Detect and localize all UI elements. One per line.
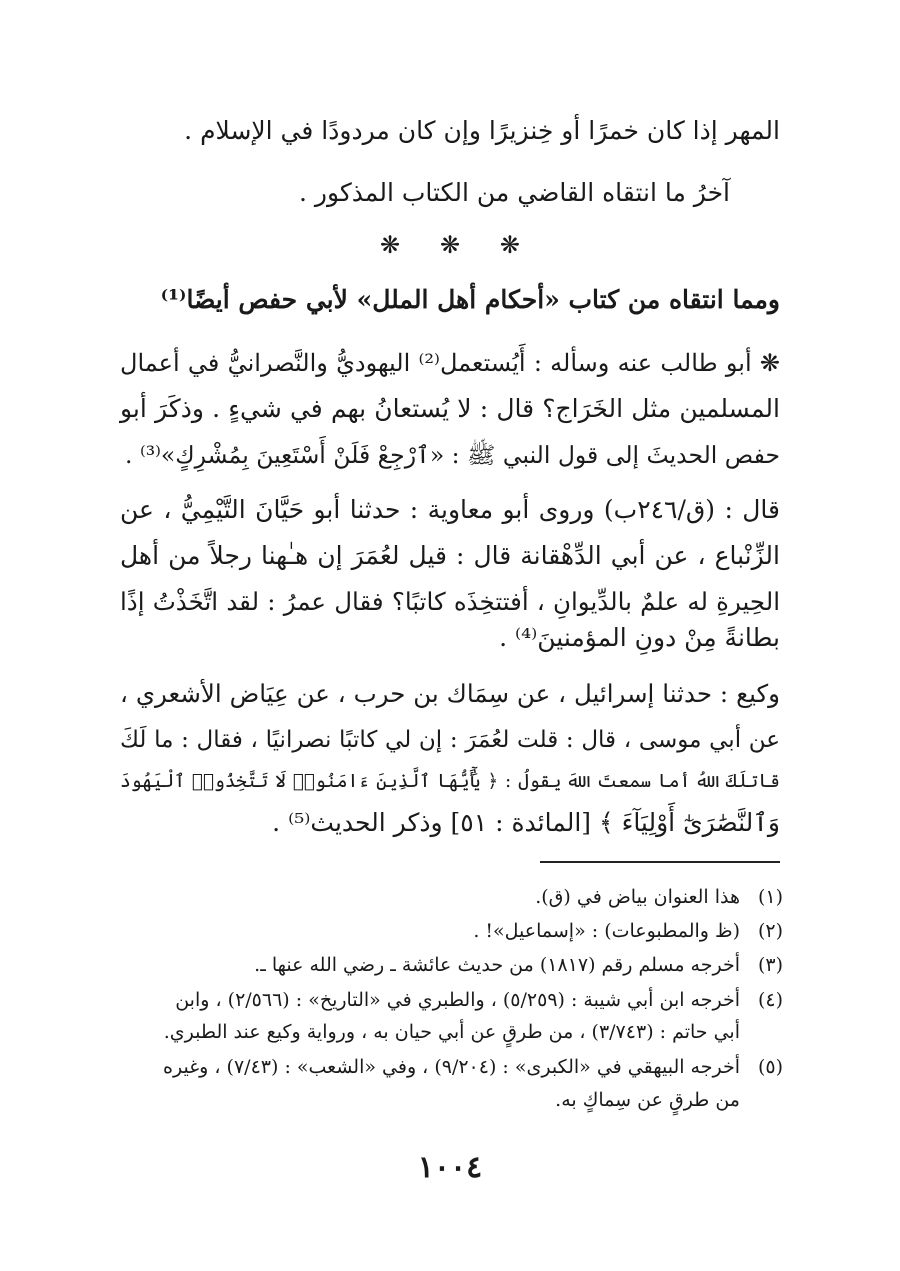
footnote-text: أخرجه مسلم رقم (١٨١٧) من حديث عائشة ـ رضي الله عنها ـ. <box>254 954 740 976</box>
star-ornament-icon: ❋ <box>380 231 401 259</box>
footnote-text: أخرجه ابن أبي شيبة : (٥/٢٥٩) ، والطبري في «التاريخ» : (٢/٥٦٦) ، وابن <box>175 989 740 1011</box>
page-number: ١٠٠٤ <box>417 1150 483 1185</box>
footnote-number: (٤) <box>757 989 783 1011</box>
text-line: قاتلَكَ اللهُ أما سمعتَ اللهَ يقولُ : ﴿ يَٰٓأَيُّهَا ٱلَّذِينَ ءَامَنُوا۟ لَا تَتَّخِذُوا۟ ٱلْيَهُودَ <box>120 771 780 792</box>
text-line: الزِّنْباع ، عن أبي الدِّهْقانة قال : قيل لعُمَرَ إن هـٰهنا رجلاً من أهل <box>120 541 780 570</box>
text-line: وكيع : حدثنا إسرائيل ، عن سِمَاك بن حرب ، عن عِيَاض الأشعري ، <box>120 679 780 708</box>
text-line: وَٱلنَّصَٰرَىٰٓ أَوْلِيَآءَ ﴾ [المائدة : ٥١] وذكر الحديث⁽⁵⁾ . <box>272 808 780 837</box>
text-line: حفص الحديثَ إلى قول النبي ﷺ : «ٱرْجِعْ فَلَنْ أَسْتَعِينَ بِمُشْرِكٍ»⁽³⁾ . <box>125 441 780 469</box>
footnote-separator <box>540 861 780 863</box>
text-line: ❋ أبو طالب عنه وسأله : أَيُستعمل⁽²⁾ اليهوديُّ والنَّصرانيُّ في أعمال <box>120 349 781 377</box>
text-line: بطانةً مِنْ دونِ المؤمنينَ⁽⁴⁾ . <box>499 623 780 652</box>
footnote-number: (٣) <box>757 954 783 976</box>
footnote-text: أبي حاتم : (٣/٧٤٣) ، من طرقٍ عن أبي حيان به ، ورواية وكيع عند الطبري. <box>163 1021 740 1043</box>
text-line-end-of-selection: آخرُ ما انتقاه القاضي من الكتاب المذكور . <box>299 178 730 207</box>
text-line-mahr: المهر إذا كان خمرًا أو خِنزيرًا وإن كان مردودًا في الإسلام . <box>184 116 780 145</box>
text-line: عن أبي موسى ، قال : قلت لعُمَرَ : إن لي كاتبًا نصرانيًا ، فقال : ما لَكَ <box>120 727 780 753</box>
footnote-text: هذا العنوان بياض في (ق). <box>535 886 740 908</box>
text-line: المسلمين مثل الخَرَاج؟ قال : لا يُستعانُ بهم في شيءٍ . وذكَرَ أبو <box>120 394 780 423</box>
footnote-number: (٥) <box>757 1056 783 1078</box>
text-line: قال : (ق/٢٤٦ب) وروى أبو معاوية : حدثنا أبو حَيَّانَ التَّيْمِيُّ ، عن <box>120 495 780 524</box>
footnote-number: (٢) <box>757 920 783 942</box>
text-line: الحِيرةِ له علمٌ بالدِّيوانِ ، أفتتخِذَه كاتبًا؟ فقال عمرُ : لقد اتَّخَذْتُ إذًا <box>120 587 780 616</box>
footnote-text: (ظ والمطبوعات) : «إسماعيل»! . <box>473 920 740 942</box>
section-separator-stars <box>380 230 520 260</box>
star-ornament-icon: ❋ <box>499 231 520 259</box>
footnote-text: من طرقٍ عن سِماكٍ به. <box>555 1089 740 1111</box>
footnote-number: (١) <box>757 886 783 908</box>
footnote-text: أخرجه البيهقي في «الكبرى» : (٩/٢٠٤) ، وفي «الشعب» : (٧/٤٣) ، وغيره <box>163 1056 740 1078</box>
star-ornament-icon: ❋ <box>439 231 461 259</box>
section-heading: ومما انتقاه من كتاب «أحكام أهل الملل» لأبي حفص أيضًا⁽¹⁾ <box>160 285 780 314</box>
